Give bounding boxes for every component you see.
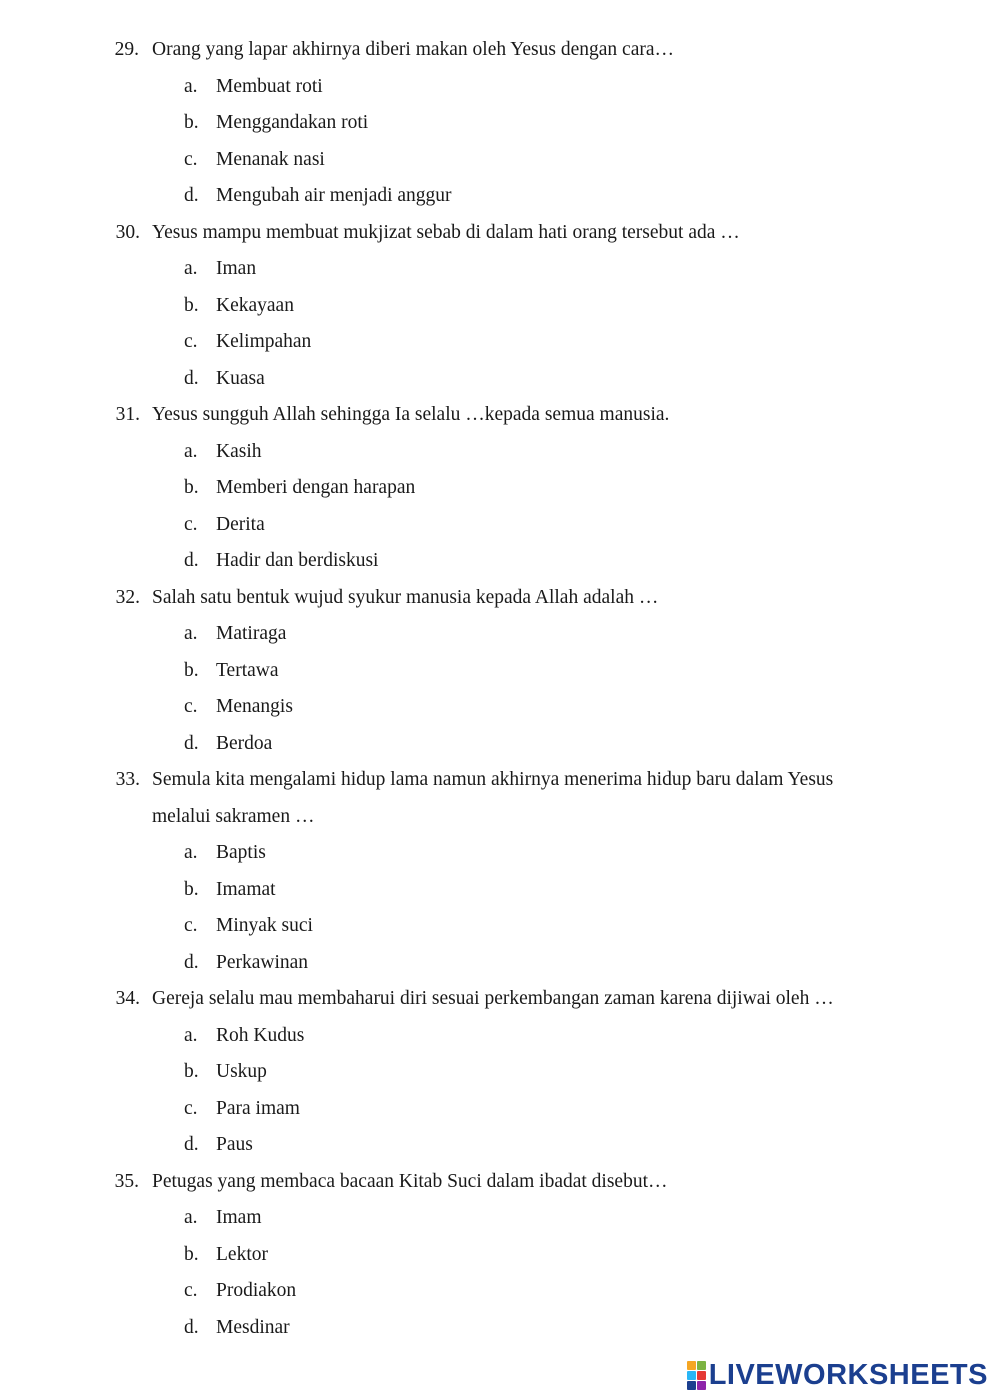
option-a bbox=[0, 1018, 1000, 1055]
question-number: 34. bbox=[115, 988, 140, 1009]
option-d bbox=[0, 1310, 1000, 1347]
option-text: Kuasa bbox=[216, 367, 265, 389]
logo-text: LIVEWORKSHEETS bbox=[708, 1359, 988, 1391]
option-b bbox=[0, 470, 1000, 507]
option-letter: a. bbox=[184, 623, 198, 644]
option-d bbox=[0, 361, 1000, 398]
logo-square bbox=[697, 1361, 706, 1370]
option-d bbox=[0, 1127, 1000, 1164]
option-text: Menanak nasi bbox=[216, 148, 325, 170]
option-d bbox=[0, 543, 1000, 580]
question-text-continued: melalui sakramen … bbox=[152, 805, 315, 827]
option-c bbox=[0, 689, 1000, 726]
option-text: Paus bbox=[216, 1134, 253, 1155]
option-letter: d. bbox=[184, 1316, 199, 1338]
option-text: Berdoa bbox=[216, 732, 273, 754]
option-letter: a. bbox=[184, 75, 198, 97]
question-number: 30. bbox=[115, 221, 140, 243]
question-text: Semula kita mengalami hidup lama namun akhirnya menerima hidup baru dalam Yesus bbox=[152, 769, 834, 790]
option-letter: b. bbox=[184, 477, 199, 498]
option-text: Perkawinan bbox=[216, 951, 309, 973]
option-letter: b. bbox=[184, 1061, 199, 1082]
option-text: Kekayaan bbox=[216, 294, 294, 316]
option-a bbox=[0, 434, 1000, 471]
logo-square bbox=[687, 1371, 696, 1380]
option-b bbox=[0, 653, 1000, 690]
option-c bbox=[0, 908, 1000, 945]
question-line bbox=[0, 215, 1000, 252]
option-text: Menggandakan roti bbox=[216, 112, 369, 133]
option-letter: c. bbox=[184, 915, 198, 936]
liveworksheets-logo[interactable] bbox=[687, 1361, 988, 1390]
option-b bbox=[0, 288, 1000, 325]
question-number: 31. bbox=[115, 404, 140, 425]
option-letter: d. bbox=[184, 185, 199, 206]
question-text: Salah satu bentuk wujud syukur manusia kepada Allah adalah … bbox=[152, 586, 659, 608]
question-text: Yesus mampu membuat mukjizat sebab di dalam hati orang tersebut ada … bbox=[152, 221, 740, 243]
option-c bbox=[0, 1091, 1000, 1128]
worksheet-page bbox=[0, 32, 1000, 1346]
option-letter: b. bbox=[184, 294, 199, 316]
option-text: Hadir dan berdiskusi bbox=[216, 550, 379, 571]
logo-square bbox=[687, 1381, 696, 1390]
question-32 bbox=[0, 580, 1000, 763]
option-letter: c. bbox=[184, 696, 198, 717]
logo-square bbox=[687, 1361, 696, 1370]
option-text: Iman bbox=[216, 258, 257, 279]
option-a bbox=[0, 835, 1000, 872]
option-c bbox=[0, 142, 1000, 179]
question-line bbox=[0, 397, 1000, 434]
option-letter: a. bbox=[184, 258, 198, 279]
option-b bbox=[0, 1054, 1000, 1091]
option-text: Matiraga bbox=[216, 623, 287, 644]
option-letter: d. bbox=[184, 951, 199, 973]
question-line bbox=[0, 1164, 1000, 1201]
option-letter: c. bbox=[184, 1097, 198, 1119]
option-text: Kasih bbox=[216, 440, 262, 462]
option-letter: c. bbox=[184, 513, 198, 535]
option-a bbox=[0, 1200, 1000, 1237]
option-letter: c. bbox=[184, 1280, 198, 1301]
option-text: Prodiakon bbox=[216, 1280, 297, 1301]
option-letter: c. bbox=[184, 148, 198, 170]
option-text: Kelimpahan bbox=[216, 331, 312, 352]
question-number: 35. bbox=[114, 1170, 139, 1192]
option-a bbox=[0, 616, 1000, 653]
question-line bbox=[0, 32, 1000, 69]
question-line bbox=[0, 981, 1000, 1018]
option-letter: a. bbox=[184, 440, 198, 462]
option-letter: b. bbox=[184, 878, 199, 900]
option-text: Uskup bbox=[216, 1061, 267, 1082]
question-text: Orang yang lapar akhirnya diberi makan oleh Yesus dengan cara… bbox=[152, 39, 674, 60]
option-letter: c. bbox=[184, 331, 198, 352]
option-text: Imamat bbox=[216, 878, 276, 900]
option-b bbox=[0, 1237, 1000, 1274]
liveworksheets-logo-icon bbox=[687, 1361, 706, 1390]
option-text: Menangis bbox=[216, 696, 293, 717]
option-c bbox=[0, 1273, 1000, 1310]
option-letter: b. bbox=[184, 659, 199, 681]
option-text: Baptis bbox=[216, 842, 266, 863]
option-text: Membuat roti bbox=[216, 75, 323, 97]
option-letter: d. bbox=[184, 732, 199, 754]
question-29 bbox=[0, 32, 1000, 215]
question-text: Yesus sungguh Allah sehingga Ia selalu …kepada semua manusia. bbox=[152, 404, 670, 425]
question-text: Petugas yang membaca bacaan Kitab Suci dalam ibadat disebut… bbox=[152, 1170, 668, 1192]
option-letter: b. bbox=[184, 1243, 199, 1265]
question-34 bbox=[0, 981, 1000, 1164]
option-c bbox=[0, 507, 1000, 544]
option-letter: d. bbox=[184, 1134, 199, 1155]
option-text: Tertawa bbox=[216, 659, 279, 681]
option-a bbox=[0, 69, 1000, 106]
option-d bbox=[0, 726, 1000, 763]
question-number: 33. bbox=[115, 769, 140, 790]
option-a bbox=[0, 251, 1000, 288]
option-text: Lektor bbox=[216, 1243, 268, 1265]
question-31 bbox=[0, 397, 1000, 580]
question-33 bbox=[0, 762, 1000, 981]
logo-square bbox=[697, 1381, 706, 1390]
option-letter: a. bbox=[184, 1024, 198, 1046]
option-text: Derita bbox=[216, 513, 265, 535]
option-letter: d. bbox=[184, 367, 199, 389]
option-text: Minyak suci bbox=[216, 915, 313, 936]
option-c bbox=[0, 324, 1000, 361]
option-d bbox=[0, 945, 1000, 982]
option-text: Memberi dengan harapan bbox=[216, 477, 416, 498]
question-line bbox=[0, 762, 1000, 799]
option-letter: a. bbox=[184, 1207, 198, 1228]
logo-square bbox=[697, 1371, 706, 1380]
option-letter: b. bbox=[184, 112, 199, 133]
question-text: Gereja selalu mau membaharui diri sesuai perkembangan zaman karena dijiwai oleh … bbox=[152, 988, 834, 1009]
option-letter: d. bbox=[184, 550, 199, 571]
option-d bbox=[0, 178, 1000, 215]
question-30 bbox=[0, 215, 1000, 398]
option-b bbox=[0, 105, 1000, 142]
question-number: 29. bbox=[114, 39, 139, 60]
question-line-continued bbox=[0, 799, 1000, 836]
question-line bbox=[0, 580, 1000, 617]
question-number: 32. bbox=[115, 586, 140, 608]
option-text: Para imam bbox=[216, 1097, 300, 1119]
option-text: Mengubah air menjadi anggur bbox=[216, 185, 452, 206]
option-letter: a. bbox=[184, 842, 198, 863]
question-35 bbox=[0, 1164, 1000, 1347]
option-text: Imam bbox=[216, 1207, 262, 1228]
option-text: Roh Kudus bbox=[216, 1024, 305, 1046]
option-b bbox=[0, 872, 1000, 909]
option-text: Mesdinar bbox=[216, 1316, 290, 1338]
